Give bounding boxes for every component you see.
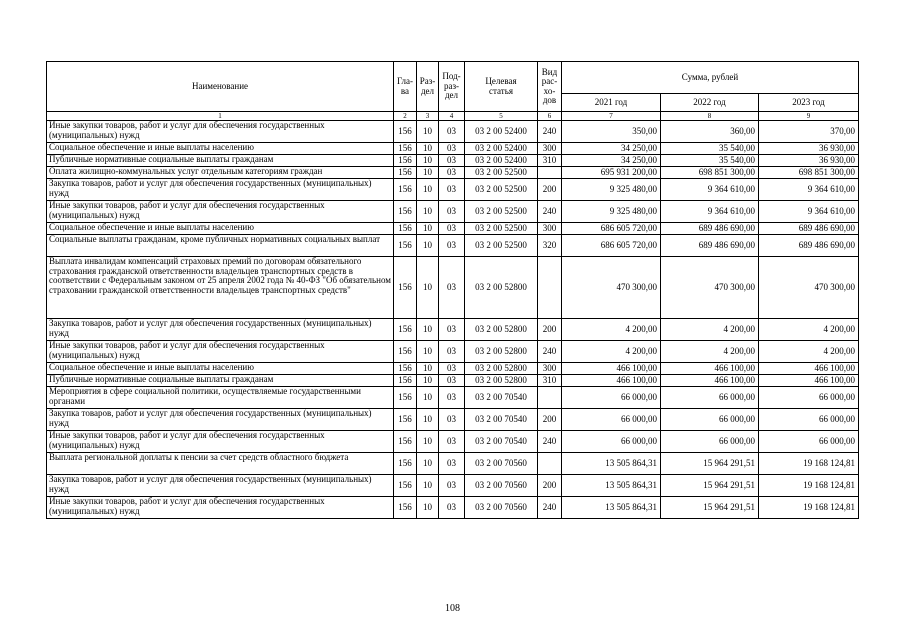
row-sum-2022: 689 486 690,00: [661, 235, 759, 257]
row-sum-2021: 686 605 720,00: [562, 235, 661, 257]
table-row: [47, 179, 859, 201]
row-target: 03 2 00 52500: [465, 201, 538, 223]
row-podrazdel: 03: [439, 155, 465, 167]
row-sum-2022: 35 540,00: [661, 155, 759, 167]
row-target: 03 2 00 52500: [465, 235, 538, 257]
table-row: [47, 453, 859, 475]
row-sum-2023: 466 100,00: [759, 375, 859, 387]
row-glava: 156: [394, 257, 417, 319]
row-name: Социальные выплаты гражданам, кроме публичных нормативных социальных выплат: [47, 235, 394, 257]
row-name: Закупка товаров, работ и услуг для обеспечения государственных (муниципальных) нужд: [47, 179, 394, 201]
row-vid: 320: [538, 235, 562, 257]
table-row: [47, 143, 859, 155]
row-sum-2022: 66 000,00: [661, 387, 759, 409]
row-sum-2021: 66 000,00: [562, 387, 661, 409]
row-razdel: 10: [417, 179, 439, 201]
row-glava: 156: [394, 319, 417, 341]
table-body: [47, 121, 859, 519]
row-razdel: 10: [417, 143, 439, 155]
row-glava: 156: [394, 179, 417, 201]
row-sum-2021: 34 250,00: [562, 143, 661, 155]
row-glava: 156: [394, 475, 417, 497]
row-vid: 240: [538, 121, 562, 143]
row-podrazdel: 03: [439, 179, 465, 201]
table-row: [47, 167, 859, 179]
row-name: Публичные нормативные социальные выплаты гражданам: [47, 155, 394, 167]
row-sum-2023: 689 486 690,00: [759, 223, 859, 235]
row-glava: 156: [394, 453, 417, 475]
row-vid: 240: [538, 497, 562, 519]
row-vid: 200: [538, 409, 562, 431]
column-number: 3: [417, 112, 439, 121]
row-podrazdel: 03: [439, 363, 465, 375]
column-number: 1: [47, 112, 394, 121]
row-name: Выплата инвалидам компенсаций страховых премий по договорам обязательного страхования гражданской ответственности владельцев транспортных средств в соответствии с Федеральным законом от 25 апреля 2002 года № 40-ФЗ "Об обязательном страховании гражданской ответственности владельцев транспортных средств": [47, 257, 394, 319]
table-row: [47, 201, 859, 223]
row-sum-2021: 13 505 864,31: [562, 453, 661, 475]
row-sum-2022: 698 851 300,00: [661, 167, 759, 179]
table-row: [47, 341, 859, 363]
row-glava: 156: [394, 167, 417, 179]
row-sum-2021: 9 325 480,00: [562, 179, 661, 201]
row-glava: 156: [394, 223, 417, 235]
row-target: 03 2 00 70540: [465, 431, 538, 453]
row-podrazdel: 03: [439, 257, 465, 319]
row-sum-2021: 66 000,00: [562, 409, 661, 431]
row-sum-2022: 66 000,00: [661, 431, 759, 453]
row-sum-2021: 470 300,00: [562, 257, 661, 319]
row-sum-2023: 466 100,00: [759, 363, 859, 375]
row-sum-2023: 689 486 690,00: [759, 235, 859, 257]
row-name: Иные закупки товаров, работ и услуг для обеспечения государственных (муниципальных) нужд: [47, 121, 394, 143]
row-podrazdel: 03: [439, 167, 465, 179]
row-target: 03 2 00 70540: [465, 409, 538, 431]
row-name: Мероприятия в сфере социальной политики, осуществляемые государственными органами: [47, 387, 394, 409]
row-name: Социальное обеспечение и иные выплаты населению: [47, 363, 394, 375]
row-sum-2021: 9 325 480,00: [562, 201, 661, 223]
row-razdel: 10: [417, 121, 439, 143]
row-vid: 310: [538, 375, 562, 387]
row-target: 03 2 00 52400: [465, 143, 538, 155]
row-razdel: 10: [417, 341, 439, 363]
row-podrazdel: 03: [439, 319, 465, 341]
column-number: 8: [661, 112, 759, 121]
row-sum-2023: 9 364 610,00: [759, 179, 859, 201]
header-target: Целевая статья: [465, 62, 538, 112]
row-vid: [538, 167, 562, 179]
row-sum-2023: 698 851 300,00: [759, 167, 859, 179]
page-number: 108: [445, 603, 460, 614]
row-podrazdel: 03: [439, 201, 465, 223]
column-number: 9: [759, 112, 859, 121]
row-name: Публичные нормативные социальные выплаты гражданам: [47, 375, 394, 387]
row-podrazdel: 03: [439, 431, 465, 453]
column-number: 5: [465, 112, 538, 121]
row-razdel: 10: [417, 387, 439, 409]
row-target: 03 2 00 70560: [465, 497, 538, 519]
row-razdel: 10: [417, 257, 439, 319]
header-row-1: [47, 62, 859, 94]
row-sum-2022: 689 486 690,00: [661, 223, 759, 235]
row-name: Закупка товаров, работ и услуг для обеспечения государственных (муниципальных) нужд: [47, 319, 394, 341]
row-target: 03 2 00 52800: [465, 363, 538, 375]
row-sum-2022: 15 964 291,51: [661, 453, 759, 475]
table-row: [47, 375, 859, 387]
row-vid: 300: [538, 363, 562, 375]
header-vid: Вид рас- хо- дов: [538, 62, 562, 112]
row-vid: 310: [538, 155, 562, 167]
row-name: Иные закупки товаров, работ и услуг для обеспечения государственных (муниципальных) нужд: [47, 201, 394, 223]
column-number: 6: [538, 112, 562, 121]
row-sum-2022: 466 100,00: [661, 363, 759, 375]
row-glava: 156: [394, 121, 417, 143]
row-podrazdel: 03: [439, 375, 465, 387]
row-target: 03 2 00 52800: [465, 341, 538, 363]
table-row: [47, 121, 859, 143]
row-podrazdel: 03: [439, 475, 465, 497]
row-glava: 156: [394, 201, 417, 223]
row-sum-2022: 466 100,00: [661, 375, 759, 387]
row-name: Закупка товаров, работ и услуг для обеспечения государственных (муниципальных) нужд: [47, 409, 394, 431]
column-number: 2: [394, 112, 417, 121]
table-row: [47, 475, 859, 497]
row-glava: 156: [394, 497, 417, 519]
row-podrazdel: 03: [439, 453, 465, 475]
row-sum-2021: 4 200,00: [562, 319, 661, 341]
row-sum-2021: 466 100,00: [562, 375, 661, 387]
row-razdel: 10: [417, 497, 439, 519]
table-row: [47, 257, 859, 319]
row-name: Выплата региональной доплаты к пенсии за счет средств областного бюджета: [47, 453, 394, 475]
row-glava: 156: [394, 235, 417, 257]
row-sum-2021: 686 605 720,00: [562, 223, 661, 235]
budget-table-container: [46, 61, 858, 519]
row-target: 03 2 00 52400: [465, 155, 538, 167]
row-vid: 240: [538, 201, 562, 223]
row-name: Закупка товаров, работ и услуг для обеспечения государственных (муниципальных) нужд: [47, 475, 394, 497]
row-target: 03 2 00 52400: [465, 121, 538, 143]
row-name: Социальное обеспечение и иные выплаты населению: [47, 223, 394, 235]
row-sum-2022: 4 200,00: [661, 341, 759, 363]
header-glava: Гла- ва: [394, 62, 417, 112]
row-sum-2023: 9 364 610,00: [759, 201, 859, 223]
column-number: 4: [439, 112, 465, 121]
table-row: [47, 235, 859, 257]
row-podrazdel: 03: [439, 235, 465, 257]
row-vid: [538, 257, 562, 319]
row-glava: 156: [394, 375, 417, 387]
row-sum-2023: 66 000,00: [759, 431, 859, 453]
table-row: [47, 387, 859, 409]
row-sum-2023: 4 200,00: [759, 341, 859, 363]
row-razdel: 10: [417, 363, 439, 375]
row-vid: 200: [538, 179, 562, 201]
row-sum-2021: 695 931 200,00: [562, 167, 661, 179]
row-glava: 156: [394, 431, 417, 453]
row-razdel: 10: [417, 319, 439, 341]
row-razdel: 10: [417, 475, 439, 497]
row-razdel: 10: [417, 223, 439, 235]
row-sum-2022: 9 364 610,00: [661, 179, 759, 201]
table-row: [47, 155, 859, 167]
row-podrazdel: 03: [439, 387, 465, 409]
table-row: [47, 223, 859, 235]
budget-table: [46, 61, 859, 519]
row-sum-2021: 466 100,00: [562, 363, 661, 375]
row-name: Иные закупки товаров, работ и услуг для обеспечения государственных (муниципальных) нужд: [47, 431, 394, 453]
row-razdel: 10: [417, 201, 439, 223]
row-name: Иные закупки товаров, работ и услуг для обеспечения государственных (муниципальных) нужд: [47, 497, 394, 519]
table-row: [47, 431, 859, 453]
row-sum-2022: 15 964 291,51: [661, 497, 759, 519]
row-name: Социальное обеспечение и иные выплаты населению: [47, 143, 394, 155]
row-target: 03 2 00 52500: [465, 167, 538, 179]
table-row: [47, 363, 859, 375]
header-2023: 2023 год: [759, 94, 859, 112]
row-sum-2021: 13 505 864,31: [562, 497, 661, 519]
row-vid: 200: [538, 319, 562, 341]
row-sum-2023: 19 168 124,81: [759, 475, 859, 497]
row-target: 03 2 00 52800: [465, 375, 538, 387]
row-glava: 156: [394, 387, 417, 409]
row-sum-2021: 350,00: [562, 121, 661, 143]
row-sum-2021: 34 250,00: [562, 155, 661, 167]
column-number: 7: [562, 112, 661, 121]
row-sum-2022: 15 964 291,51: [661, 475, 759, 497]
row-podrazdel: 03: [439, 143, 465, 155]
row-name: Иные закупки товаров, работ и услуг для обеспечения государственных (муниципальных) нужд: [47, 341, 394, 363]
row-sum-2023: 4 200,00: [759, 319, 859, 341]
row-razdel: 10: [417, 235, 439, 257]
row-target: 03 2 00 52800: [465, 257, 538, 319]
row-vid: [538, 453, 562, 475]
row-vid: 200: [538, 475, 562, 497]
row-sum-2023: 370,00: [759, 121, 859, 143]
row-sum-2022: 4 200,00: [661, 319, 759, 341]
row-sum-2022: 66 000,00: [661, 409, 759, 431]
row-target: 03 2 00 70560: [465, 475, 538, 497]
row-podrazdel: 03: [439, 121, 465, 143]
row-target: 03 2 00 52800: [465, 319, 538, 341]
row-glava: 156: [394, 143, 417, 155]
row-podrazdel: 03: [439, 409, 465, 431]
header-2021: 2021 год: [562, 94, 661, 112]
row-target: 03 2 00 52500: [465, 223, 538, 235]
row-sum-2023: 19 168 124,81: [759, 453, 859, 475]
row-glava: 156: [394, 341, 417, 363]
row-sum-2023: 66 000,00: [759, 409, 859, 431]
row-glava: 156: [394, 363, 417, 375]
row-sum-2021: 4 200,00: [562, 341, 661, 363]
row-vid: 240: [538, 341, 562, 363]
row-razdel: 10: [417, 409, 439, 431]
row-target: 03 2 00 70540: [465, 387, 538, 409]
row-sum-2023: 36 930,00: [759, 155, 859, 167]
row-glava: 156: [394, 409, 417, 431]
row-target: 03 2 00 70560: [465, 453, 538, 475]
header-podrazdel: Под- раз- дел: [439, 62, 465, 112]
row-podrazdel: 03: [439, 223, 465, 235]
header-sum: Сумма, рублей: [562, 62, 859, 94]
row-razdel: 10: [417, 155, 439, 167]
row-podrazdel: 03: [439, 341, 465, 363]
row-razdel: 10: [417, 167, 439, 179]
row-razdel: 10: [417, 453, 439, 475]
row-sum-2022: 360,00: [661, 121, 759, 143]
table-row: [47, 409, 859, 431]
header-name: Наименование: [47, 62, 394, 112]
table-row: [47, 497, 859, 519]
table-row: [47, 319, 859, 341]
row-razdel: 10: [417, 375, 439, 387]
header-2022: 2022 год: [661, 94, 759, 112]
row-razdel: 10: [417, 431, 439, 453]
row-vid: 300: [538, 223, 562, 235]
row-vid: 300: [538, 143, 562, 155]
header-razdel: Раз- дел: [417, 62, 439, 112]
row-sum-2022: 35 540,00: [661, 143, 759, 155]
row-sum-2023: 470 300,00: [759, 257, 859, 319]
row-sum-2021: 13 505 864,31: [562, 475, 661, 497]
row-vid: [538, 387, 562, 409]
row-sum-2021: 66 000,00: [562, 431, 661, 453]
row-sum-2023: 19 168 124,81: [759, 497, 859, 519]
column-number-row: [47, 112, 859, 121]
row-podrazdel: 03: [439, 497, 465, 519]
row-glava: 156: [394, 155, 417, 167]
row-sum-2023: 36 930,00: [759, 143, 859, 155]
row-vid: 240: [538, 431, 562, 453]
row-sum-2023: 66 000,00: [759, 387, 859, 409]
row-sum-2022: 9 364 610,00: [661, 201, 759, 223]
row-name: Оплата жилищно-коммунальных услуг отдельным категориям граждан: [47, 167, 394, 179]
row-target: 03 2 00 52500: [465, 179, 538, 201]
row-sum-2022: 470 300,00: [661, 257, 759, 319]
